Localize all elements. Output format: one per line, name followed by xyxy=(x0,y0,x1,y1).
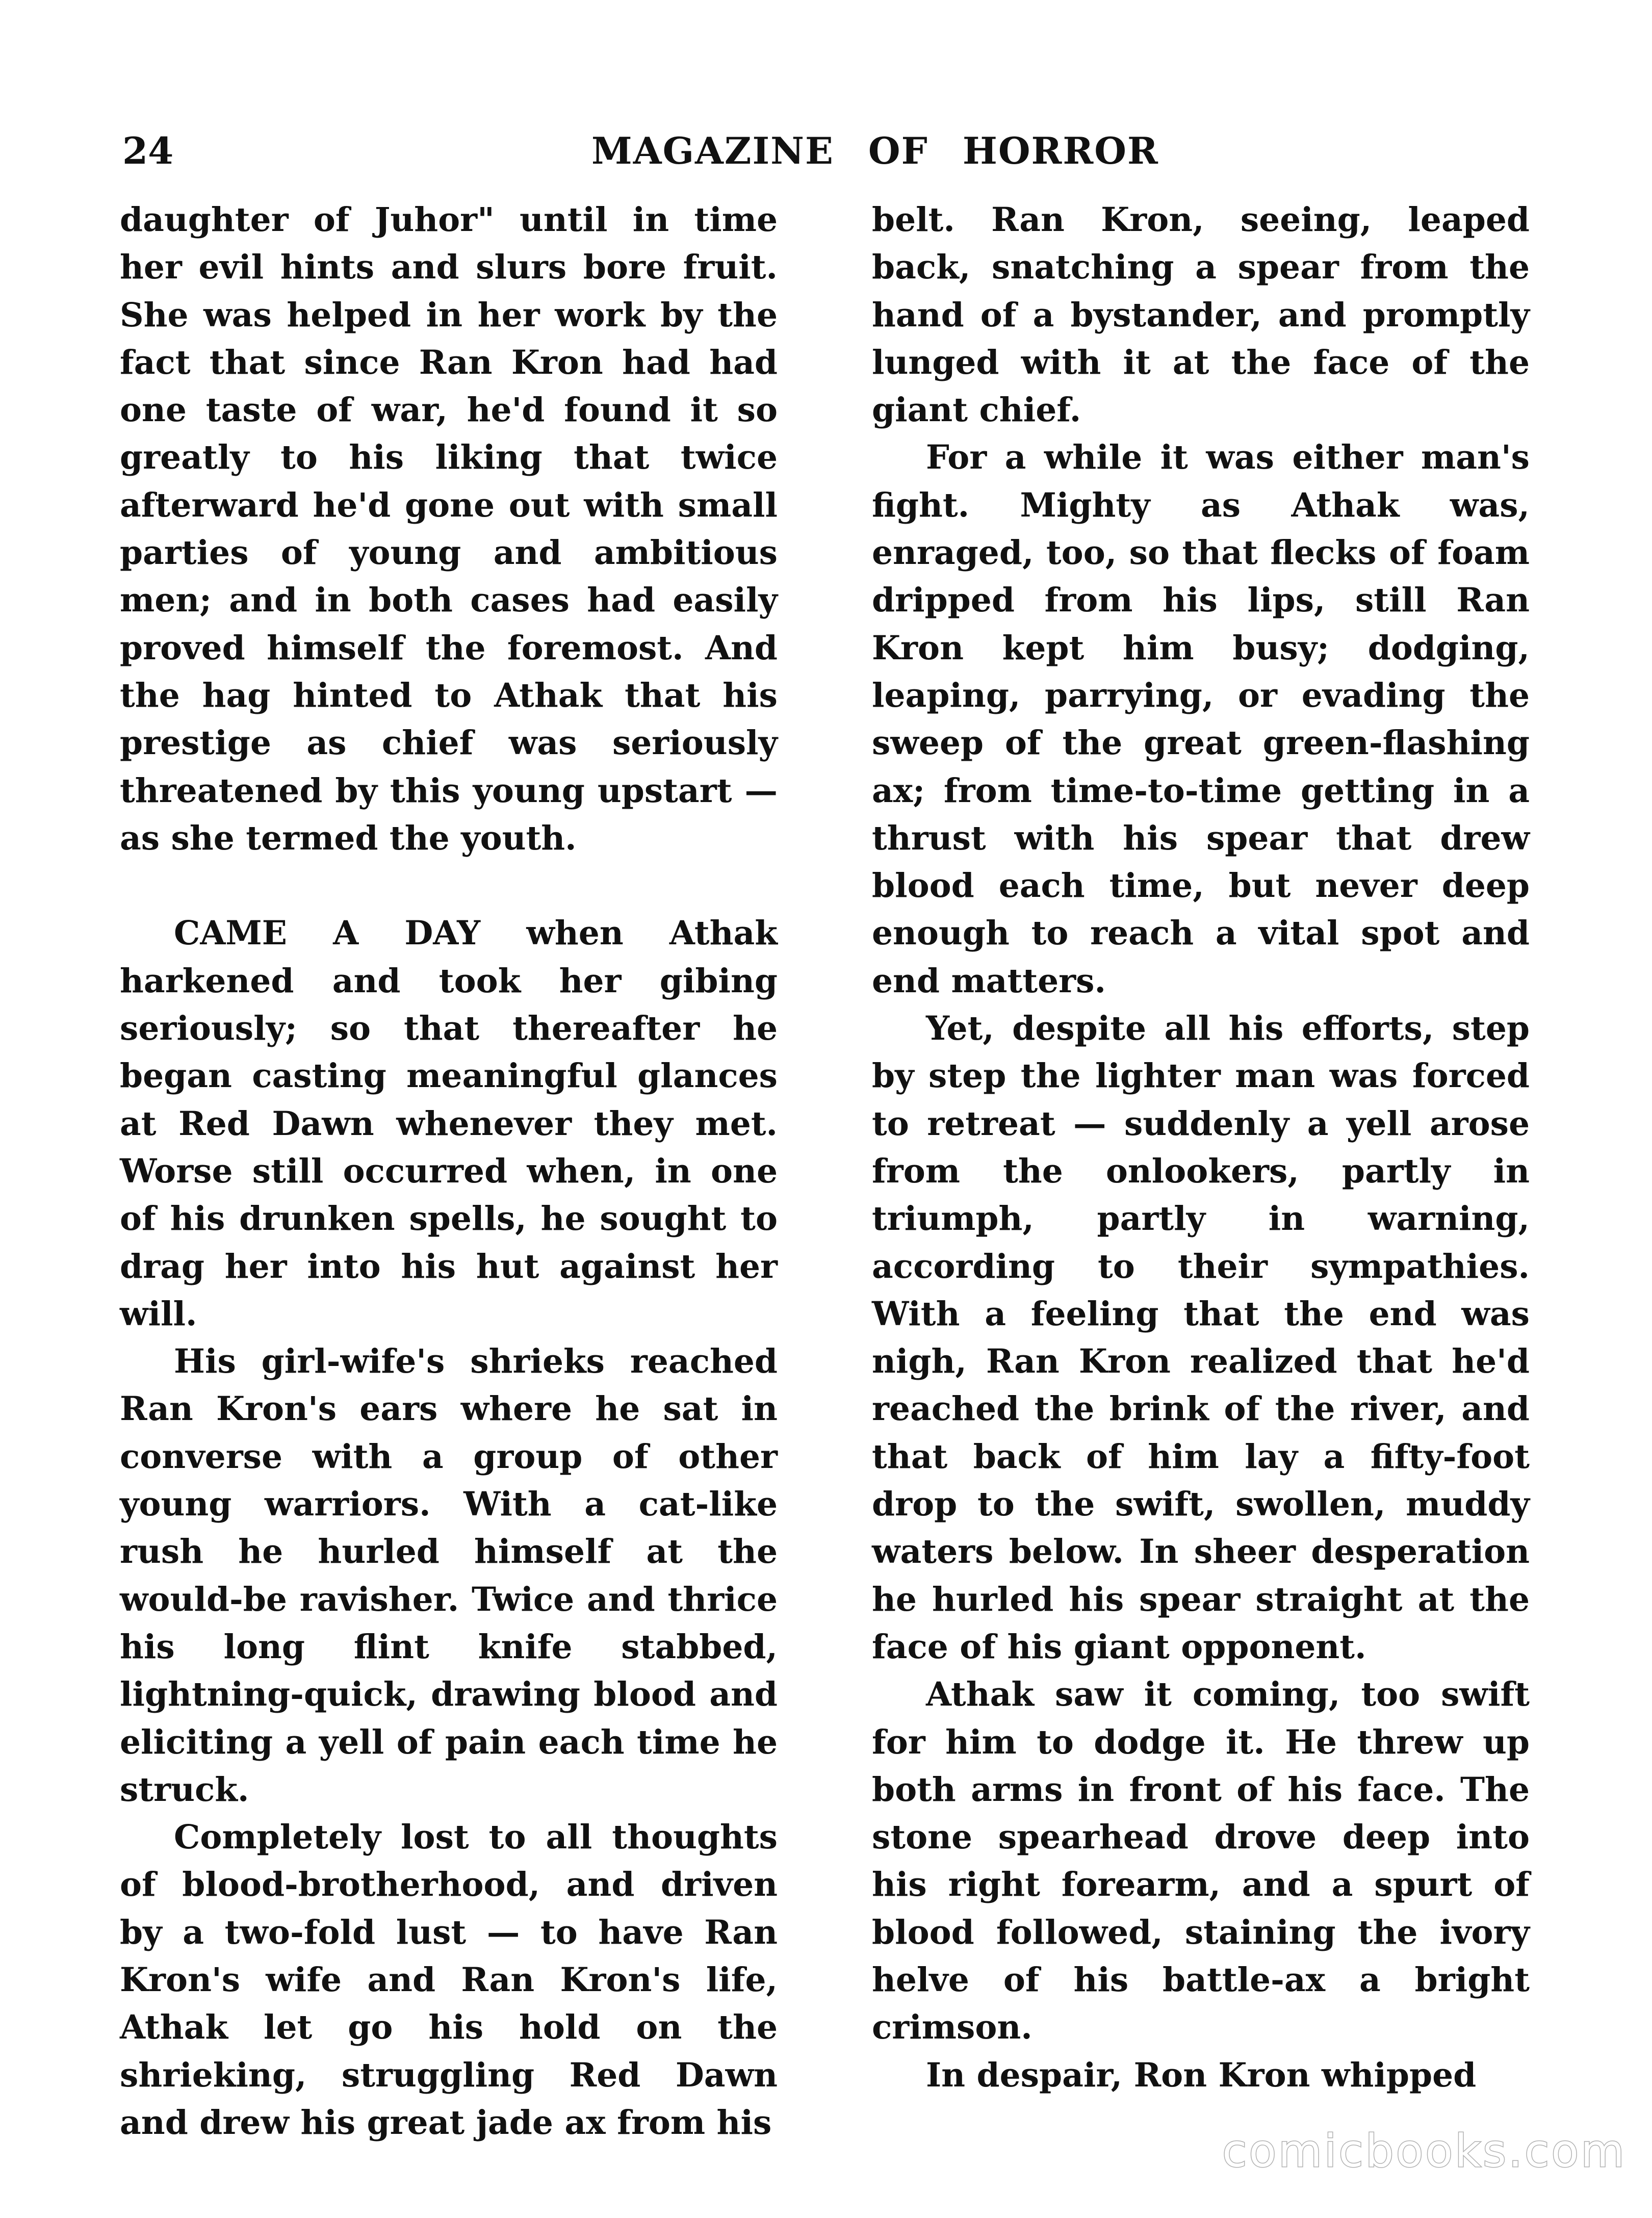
site-watermark: comicbooks.com xyxy=(1222,2125,1627,2177)
paragraph: For a while it was either man's fight. Mighty as Athak was, enraged, too, so that flecks of foam dripped from his lips, still Ran Kron kept him busy; dodging, leaping, parrying, or evading the sweep of the great green-flashing ax; from time-to-time getting in a thrust with his spear that drew blood each time, but never deep enough to reach a vital spot and end matters. xyxy=(872,438,1530,1000)
page-header xyxy=(122,120,1530,182)
section-break-paragraph: CAME A DAY when Athak harkened and took her gibing seriously; so that thereafter he began casting meaningful glances at Red Dawn whenever they met. Worse still occurred when, in one of his drunken spells, he sought to drag her into his hut against her will. xyxy=(120,914,778,1333)
paragraph: belt. Ran Kron, seeing, leaped back, snatching a spear from the hand of a bystander, and promptly lunged with it at the face of the giant chief. xyxy=(872,200,1530,430)
paragraph: In despair, Ron Kron whipped xyxy=(926,2055,1477,2095)
page-number: 24 xyxy=(122,129,174,172)
magazine-title: MAGAZINE OF HORROR xyxy=(591,129,1159,172)
paragraph: His girl-wife's shrieks reached Ran Kron's ears where he sat in converse with a group of other young warriors. With a cat-like rush he hurled himself at the would-be ravisher. Twice and thrice his long flint knife stabbed, lightning-quick, drawing blood and eliciting a yell of pain each time he struck. xyxy=(120,1342,778,1809)
paragraph: Yet, despite all his efforts, step by step the lighter man was forced to retreat — suddenly a yell arose from the onlookers, partly in triumph, partly in warning, according to their sympathies. With a feeling that the end was nigh, Ran Kron realized that he'd reached the brink of the river, and that back of him lay a fifty-foot drop to the swift, swollen, muddy waters below. In sheer desperation he hurled his spear straight at the face of his giant opponent. xyxy=(872,1009,1530,1666)
paragraph: daughter of Juhor" until in time her evil hints and slurs bore fruit. She was helped in her work by the fact that since Ran Kron had had one taste of war, he'd found it so greatly to his liking that twice afterward he'd gone out with small parties of young and ambitious men; and in both cases had easily proved himself the foremost. And the hag hinted to Athak that his prestige as chief was seriously threatened by this young upstart — as she termed the youth. xyxy=(120,200,778,858)
right-column xyxy=(872,196,1530,2099)
paragraph: Completely lost to all thoughts of blood-brotherhood, and driven by a two-fold lust — to have Ran Kron's wife and Ran Kron's life, Athak let go his hold on the shrieking, struggling Red Dawn and drew his great jade ax from his xyxy=(120,1818,778,2142)
left-column xyxy=(120,196,778,2147)
paragraph: Athak saw it coming, too swift for him to dodge it. He threw up both arms in front of his face. The stone spearhead drove deep into his right forearm, and a spurt of blood followed, staining the ivory helve of his battle-ax a bright crimson. xyxy=(872,1675,1530,2047)
